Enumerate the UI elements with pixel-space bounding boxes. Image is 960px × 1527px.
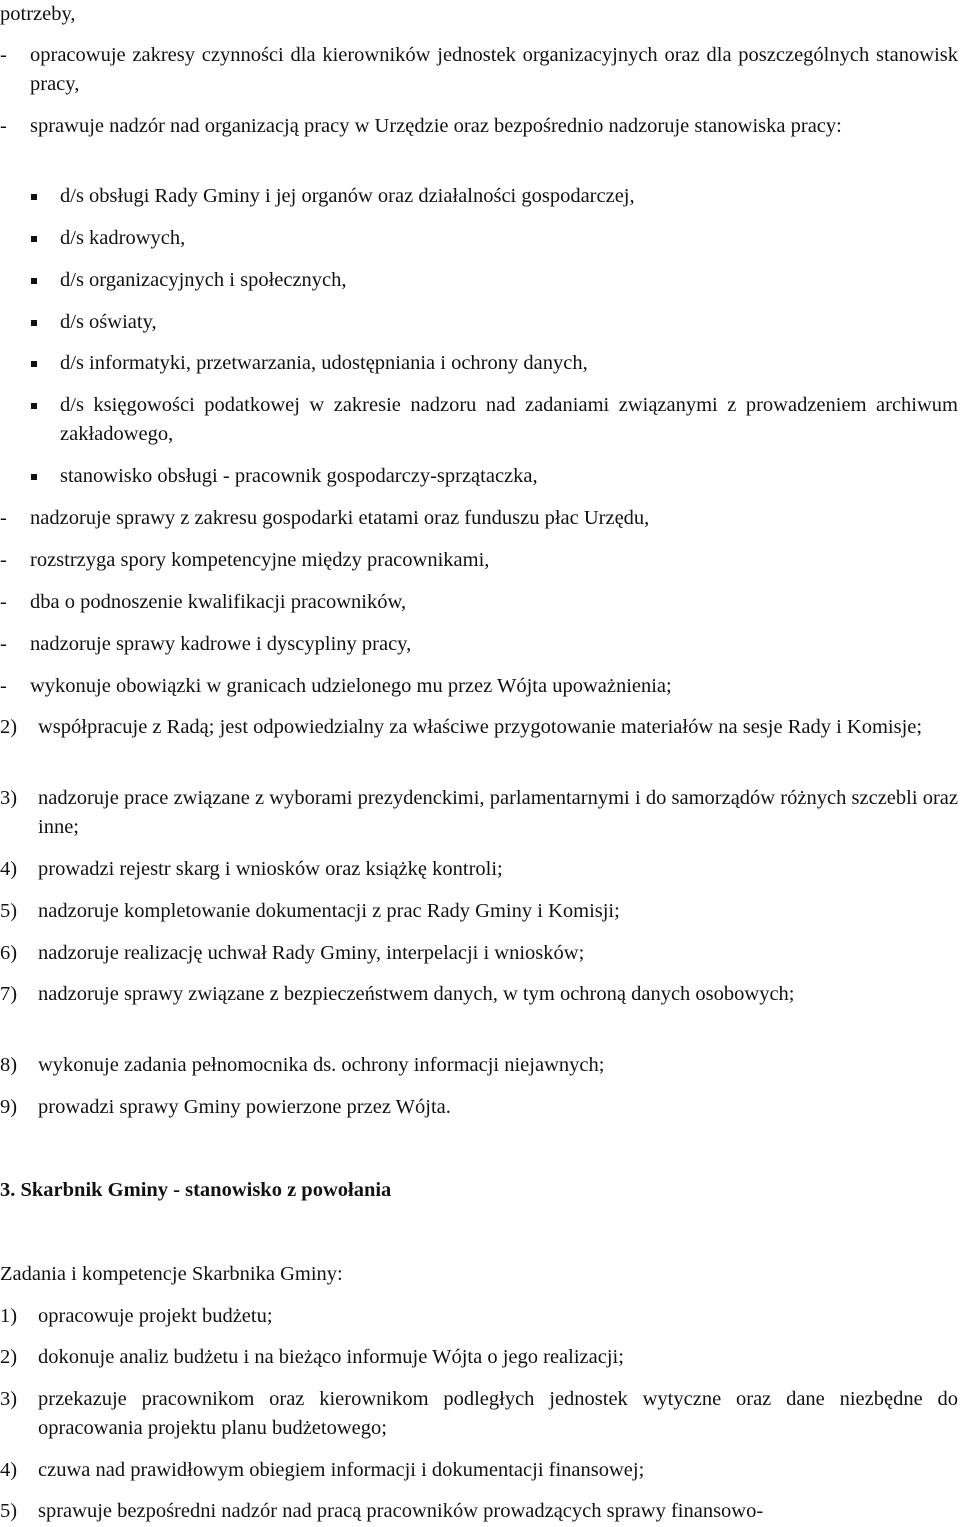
list-item-text: dokonuje analiz budżetu i na bieżąco informuje Wójta o jego realizacji; [38, 1346, 624, 1368]
item-number: 1) [0, 1305, 18, 1327]
list-item-text: d/s organizacyjnych i społecznych, [60, 269, 347, 291]
dash-marker: - [0, 675, 7, 697]
list-item-text: d/s informatyki, przetwarzania, udostępniania i ochrony danych, [60, 352, 588, 374]
dash-list-item [0, 672, 958, 701]
numbered-list-item [0, 980, 958, 1009]
item-number: 3) [0, 787, 18, 809]
dash-list-item [0, 588, 958, 617]
list-item-text: nadzoruje sprawy związane z bezpieczeństwem danych, w tym ochroną danych osobowych; [38, 983, 795, 1005]
numbered-list-item [0, 784, 958, 842]
numbered-list-item [0, 939, 958, 968]
list-item-text: d/s kadrowych, [60, 227, 186, 249]
list-item-text: czuwa nad prawidłowym obiegiem informacji i dokumentacji finansowej; [38, 1459, 645, 1481]
dash-list-item [0, 112, 958, 141]
item-number: 2) [0, 1346, 18, 1368]
numbered-list-item [0, 1456, 958, 1485]
dash-marker: - [0, 549, 7, 571]
list-item-text: nadzoruje sprawy kadrowe i dyscypliny pracy, [30, 633, 412, 655]
list-item-text: rozstrzyga spory kompetencyjne między pracownikami, [30, 549, 490, 571]
item-number: 2) [0, 716, 18, 738]
bullet-list-item [0, 462, 958, 491]
dash-marker: - [0, 44, 7, 66]
square-bullet-icon [31, 361, 37, 367]
list-item-text: wykonuje zadania pełnomocnika ds. ochrony informacji niejawnych; [38, 1054, 605, 1076]
list-item-text: przekazuje pracownikom oraz kierownikom podległych jednostek wytyczne oraz dane niezbędne do opracowania projektu planu budżetowego; [38, 1388, 958, 1439]
dash-marker: - [0, 633, 7, 655]
numbered-list-item [0, 1302, 958, 1331]
numbered-list-item [0, 713, 958, 742]
numbered-list-item [0, 897, 958, 926]
list-item-text: współpracuje z Radą; jest odpowiedzialny za właściwe przygotowanie materiałów na sesje Rady i Komisje; [38, 716, 923, 738]
list-item-text: d/s obsługi Rady Gminy i jej organów oraz działalności gospodarczej, [60, 185, 635, 207]
square-bullet-icon [31, 278, 37, 284]
dash-marker: - [0, 115, 7, 137]
numbered-list-item [0, 855, 958, 884]
bullet-list-item [0, 224, 958, 253]
continuation-text: potrzeby, [0, 3, 76, 25]
square-bullet-icon [31, 236, 37, 242]
section-heading: 3. Skarbnik Gminy - stanowisko z powołania [0, 1179, 392, 1201]
square-bullet-icon [31, 474, 37, 480]
list-item-text: sprawuje bezpośredni nadzór nad pracą pracowników prowadzących sprawy finansowo- [38, 1500, 764, 1522]
item-number: 7) [0, 983, 18, 1005]
bullet-list-item [0, 266, 958, 295]
bullet-list-item [0, 349, 958, 378]
square-bullet-icon [31, 320, 37, 326]
list-item-text: nadzoruje prace związane z wyborami prezydenckimi, parlamentarnymi i do samorządów różnych szczebli oraz inne; [38, 787, 958, 838]
section-intro: Zadania i kompetencje Skarbnika Gminy: [0, 1263, 343, 1285]
list-item-text: d/s oświaty, [60, 311, 157, 333]
dash-list-item [0, 630, 958, 659]
item-number: 3) [0, 1388, 18, 1410]
item-number: 4) [0, 858, 18, 880]
numbered-list-item [0, 1385, 958, 1443]
list-item-text: sprawuje nadzór nad organizacją pracy w Urzędzie oraz bezpośrednio nadzoruje stanowiska pracy: [30, 115, 842, 137]
list-item-text: nadzoruje sprawy z zakresu gospodarki etatami oraz funduszu płac Urzędu, [30, 507, 650, 529]
dash-list-item [0, 41, 958, 99]
bullet-list-item [0, 308, 958, 337]
square-bullet-icon [31, 194, 37, 200]
item-number: 4) [0, 1459, 18, 1481]
numbered-list-item [0, 1093, 958, 1122]
numbered-list-item [0, 1343, 958, 1372]
item-number: 6) [0, 942, 18, 964]
list-item-text: opracowuje zakresy czynności dla kierowników jednostek organizacyjnych oraz dla poszczególnych stanowisk pracy, [30, 44, 958, 95]
numbered-list-item [0, 1497, 958, 1526]
item-number: 8) [0, 1054, 18, 1076]
list-item-text: stanowisko obsługi - pracownik gospodarczy-sprzątaczka, [60, 465, 538, 487]
numbered-list-item [0, 1051, 958, 1080]
list-item-text: nadzoruje kompletowanie dokumentacji z prac Rady Gminy i Komisji; [38, 900, 620, 922]
list-item-text: dba o podnoszenie kwalifikacji pracowników, [30, 591, 407, 613]
list-item-text: prowadzi rejestr skarg i wniosków oraz książkę kontroli; [38, 858, 503, 880]
list-item-text: wykonuje obowiązki w granicach udzielonego mu przez Wójta upoważnienia; [30, 675, 672, 697]
bullet-list-item [0, 182, 958, 211]
bullet-list-item [0, 391, 958, 449]
item-number: 5) [0, 1500, 18, 1522]
item-number: 5) [0, 900, 18, 922]
item-number: 9) [0, 1096, 18, 1118]
list-item-text: prowadzi sprawy Gminy powierzone przez Wójta. [38, 1096, 451, 1118]
square-bullet-icon [31, 403, 37, 409]
list-item-text: opracowuje projekt budżetu; [38, 1305, 273, 1327]
list-item-text: d/s księgowości podatkowej w zakresie nadzoru nad zadaniami związanymi z prowadzeniem archiwum zakładowego, [60, 394, 958, 445]
dash-marker: - [0, 591, 7, 613]
dash-list-item [0, 504, 958, 533]
dash-marker: - [0, 507, 7, 529]
dash-list-item [0, 546, 958, 575]
list-item-text: nadzoruje realizację uchwał Rady Gminy, interpelacji i wniosków; [38, 942, 585, 964]
